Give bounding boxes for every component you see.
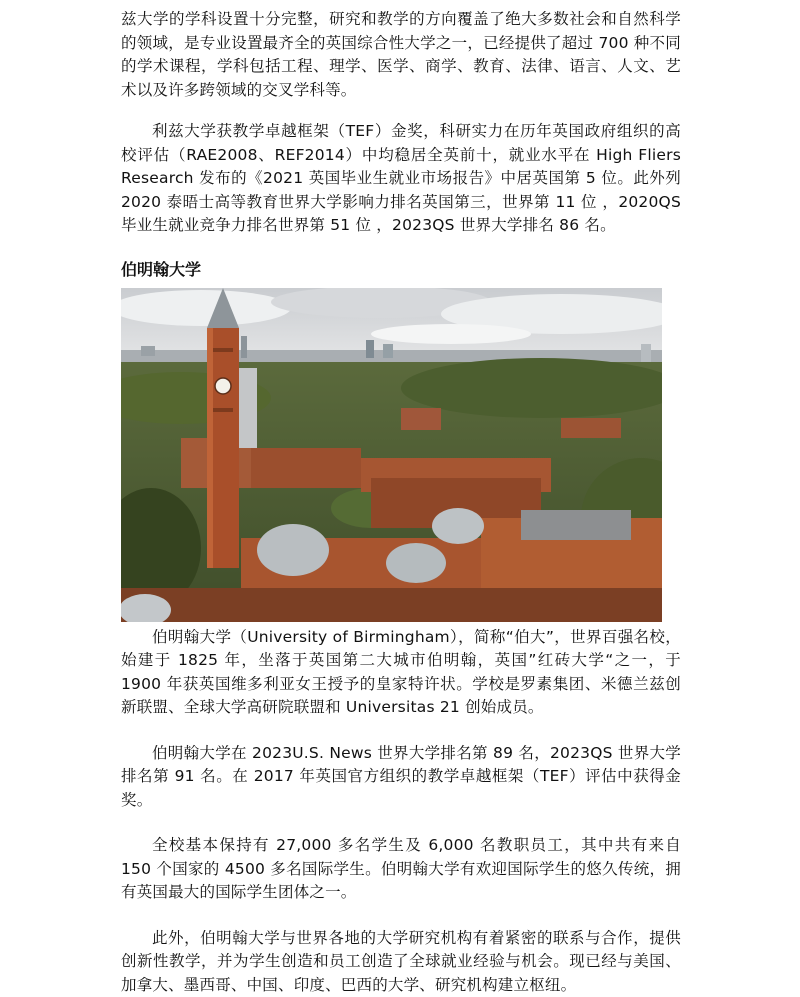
birmingham-paragraph-2: 伯明翰大学在 2023U.S. News 世界大学排名第 89 名，2023QS 世界大学排名第 91 名。在 2017 年英国官方组织的教学卓越框架（TEF）评估中获得金奖。 — [121, 742, 681, 813]
document-page — [121, 8, 681, 997]
section-heading-birmingham: 伯明翰大学 — [121, 258, 681, 282]
leeds-paragraph-1: 兹大学的学科设置十分完整，研究和教学的方向覆盖了绝大多数社会和自然科学的领域，是专业设置最齐全的英国综合性大学之一，已经提供了超过 700 种不同的学术课程，学科包括工程、理学、医学、商学、教育、法律、语言、人文、艺术以及许多跨领域的交叉学科等。 — [121, 8, 681, 102]
birmingham-paragraph-1: 伯明翰大学（University of Birmingham），简称“伯大”，世界百强名校，始建于 1825 年，坐落于英国第二大城市伯明翰，英国”红砖大学“之一，于 1900 年获英国维多利亚女王授予的皇家特许状。学校是罗素集团、米德兰兹创新联盟、全球大学高研院联盟和 Universitas 21 创始成员。 — [121, 626, 681, 720]
birmingham-paragraph-4: 此外，伯明翰大学与世界各地的大学研究机构有着紧密的联系与合作，提供创新性教学，并为学生创造和员工创造了全球就业经验与机会。现已经与美国、加拿大、墨西哥、中国、印度、巴西的大学、研究机构建立枢纽。 — [121, 927, 681, 997]
leeds-paragraph-2: 利兹大学获教学卓越框架（TEF）金奖，科研实力在历年英国政府组织的高校评估（RAE2008、REF2014）中均稳居全英前十，就业水平在 High Fliers Research 发布的《2021 英国毕业生就业市场报告》中居英国第 5 位。此外列 2020 泰晤士高等教育世界大学影响力排名英国第三，世界第 11 位 ，2020QS 毕业生就业竞争力排名世界第 51 位 ，2023QS 世界大学排名 86 名。 — [121, 120, 681, 238]
campus-aerial-photo — [121, 288, 662, 622]
birmingham-paragraph-3: 全校基本保持有 27,000 多名学生及 6,000 名教职员工，其中共有来自 150 个国家的 4500 多名国际学生。伯明翰大学有欢迎国际学生的悠久传统，拥有英国最大的国际学生团体之一。 — [121, 834, 681, 905]
